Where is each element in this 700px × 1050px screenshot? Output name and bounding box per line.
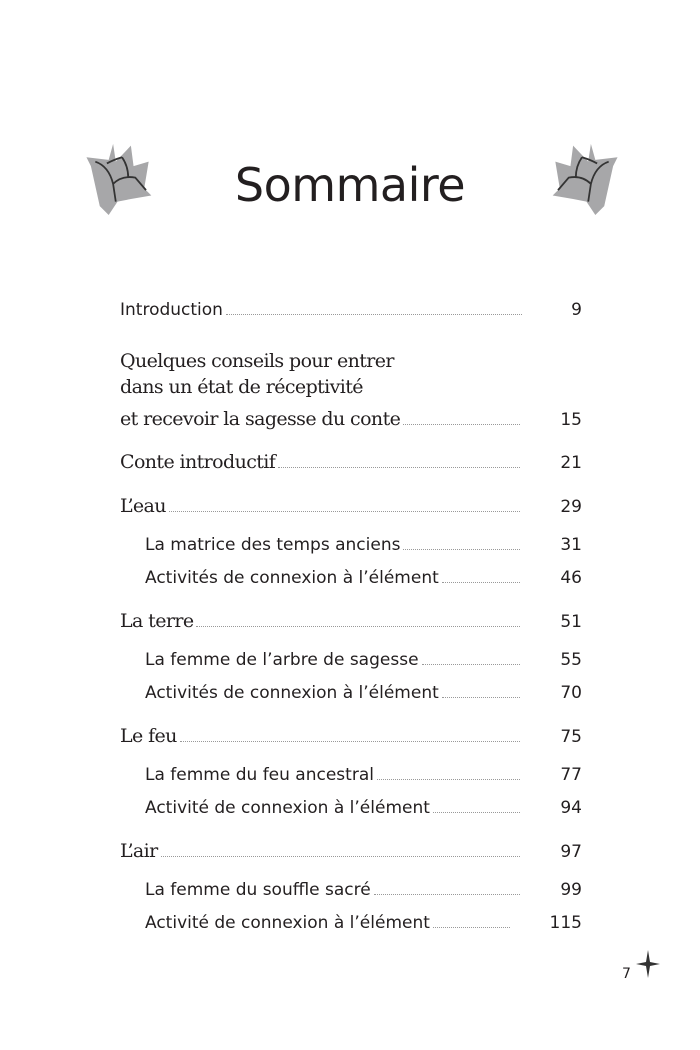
leader-dots bbox=[278, 466, 520, 468]
toc-page: 99 bbox=[560, 880, 582, 900]
toc-page: 70 bbox=[560, 683, 582, 703]
toc-label: L’air bbox=[120, 840, 158, 862]
toc-page: 46 bbox=[560, 568, 582, 588]
page-title: Sommaire bbox=[234, 158, 466, 212]
toc-label: La femme de l’arbre de sagesse bbox=[145, 650, 419, 670]
leader-dots bbox=[433, 926, 510, 928]
toc-subentry[interactable] bbox=[145, 798, 582, 818]
toc-label: La femme du feu ancestral bbox=[145, 765, 374, 785]
toc-subentry[interactable] bbox=[145, 683, 582, 703]
leader-dots bbox=[442, 581, 521, 583]
leader-dots bbox=[433, 811, 520, 813]
toc-page: 97 bbox=[560, 842, 582, 862]
toc-label: La terre bbox=[120, 610, 194, 632]
toc-label: Conte introductif bbox=[120, 451, 276, 473]
leader-dots bbox=[442, 696, 521, 698]
toc-label: Introduction bbox=[120, 300, 223, 320]
leader-dots bbox=[403, 423, 520, 425]
toc-label: et recevoir la sagesse du conte bbox=[120, 408, 401, 430]
toc-page: 9 bbox=[571, 300, 582, 320]
toc-label: La femme du souffle sacré bbox=[145, 880, 371, 900]
toc-page: 31 bbox=[560, 535, 582, 555]
toc-label: Activités de connexion à l’élément bbox=[145, 683, 439, 703]
toc-entry-feu[interactable] bbox=[120, 725, 582, 747]
leader-dots bbox=[196, 625, 520, 627]
leader-dots bbox=[226, 313, 522, 315]
toc-page: 75 bbox=[560, 727, 582, 747]
toc-page: 21 bbox=[560, 453, 582, 473]
toc-entry-terre[interactable] bbox=[120, 610, 582, 632]
toc-label: Activité de connexion à l’élément bbox=[145, 913, 430, 933]
leader-dots bbox=[403, 548, 520, 550]
toc-entry-quelques-conseils[interactable] bbox=[120, 408, 582, 430]
leader-dots bbox=[374, 893, 521, 895]
toc-label: Activités de connexion à l’élément bbox=[145, 568, 439, 588]
leader-dots bbox=[180, 740, 521, 742]
toc-page: 94 bbox=[560, 798, 582, 818]
toc-page: 55 bbox=[560, 650, 582, 670]
toc-entry-eau[interactable] bbox=[120, 495, 582, 517]
toc-label-line: dans un état de réceptivité bbox=[120, 376, 363, 398]
toc-subentry[interactable] bbox=[145, 880, 582, 900]
sparkle-star-icon bbox=[636, 950, 660, 978]
toc-page: 77 bbox=[560, 765, 582, 785]
toc-page: 51 bbox=[560, 612, 582, 632]
toc-page: 29 bbox=[560, 497, 582, 517]
toc-subentry[interactable] bbox=[145, 535, 582, 555]
toc-label: La matrice des temps anciens bbox=[145, 535, 401, 555]
toc-label-line: Quelques conseils pour entrer bbox=[120, 350, 394, 372]
toc-subentry[interactable] bbox=[145, 650, 582, 670]
toc-page: 115 bbox=[549, 913, 582, 933]
page-number: 7 bbox=[622, 966, 631, 982]
toc-entry-air[interactable] bbox=[120, 840, 582, 862]
leader-dots bbox=[161, 855, 521, 857]
toc-entry-conte[interactable] bbox=[120, 451, 582, 473]
toc-label: L’eau bbox=[120, 495, 166, 517]
toc-subentry[interactable] bbox=[145, 913, 582, 933]
leader-dots bbox=[422, 663, 521, 665]
toc-label: Le feu bbox=[120, 725, 177, 747]
leader-dots bbox=[377, 778, 520, 780]
toc-page: 15 bbox=[560, 410, 582, 430]
toc-subentry[interactable] bbox=[145, 568, 582, 588]
toc-entry-introduction[interactable] bbox=[120, 300, 582, 320]
toc-subentry[interactable] bbox=[145, 765, 582, 785]
leader-dots bbox=[169, 510, 520, 512]
toc-label: Activité de connexion à l’élément bbox=[145, 798, 430, 818]
